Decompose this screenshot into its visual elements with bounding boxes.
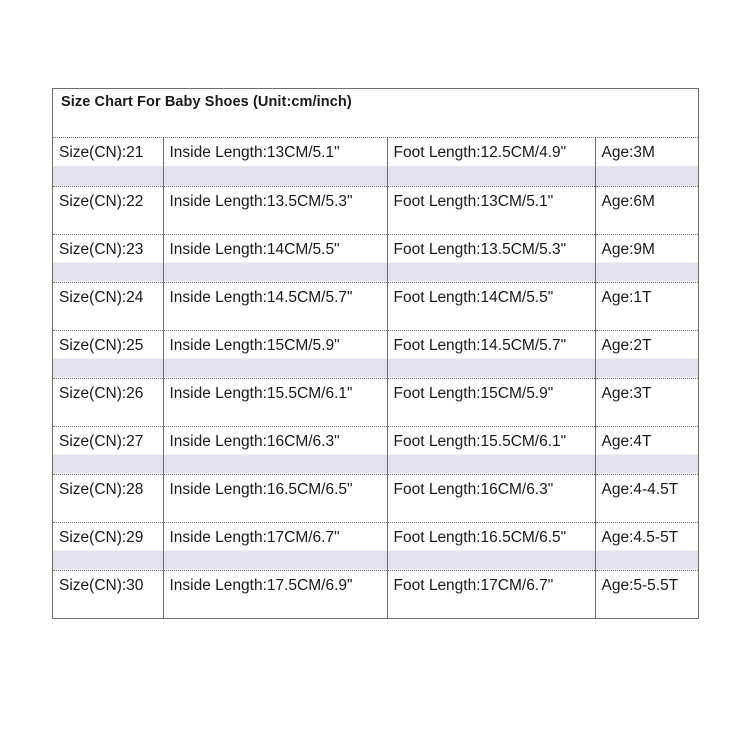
size-cell: Size(CN):30 xyxy=(53,570,163,618)
size-cell: Size(CN):23 xyxy=(53,234,163,282)
size-cell: Size(CN):22 xyxy=(53,186,163,234)
foot-length-cell: Foot Length:14CM/5.5" xyxy=(387,282,595,330)
inside-length-cell: Inside Length:13CM/5.1" xyxy=(163,138,387,186)
age-cell: Age:6M xyxy=(595,186,698,234)
size-cell: Size(CN):25 xyxy=(53,330,163,378)
table-row xyxy=(53,570,698,618)
age-cell: Age:4T xyxy=(595,426,698,474)
table-row xyxy=(53,378,698,426)
inside-length-cell: Inside Length:13.5CM/5.3" xyxy=(163,186,387,234)
age-cell: Age:3M xyxy=(595,138,698,186)
table-row xyxy=(53,474,698,522)
table-row xyxy=(53,282,698,330)
size-cell: Size(CN):27 xyxy=(53,426,163,474)
size-cell: Size(CN):21 xyxy=(53,138,163,186)
inside-length-cell: Inside Length:17CM/6.7" xyxy=(163,522,387,570)
foot-length-cell: Foot Length:16.5CM/6.5" xyxy=(387,522,595,570)
age-cell: Age:4-4.5T xyxy=(595,474,698,522)
foot-length-cell: Foot Length:14.5CM/5.7" xyxy=(387,330,595,378)
foot-length-cell: Foot Length:12.5CM/4.9" xyxy=(387,138,595,186)
size-table xyxy=(53,138,698,618)
foot-length-cell: Foot Length:17CM/6.7" xyxy=(387,570,595,618)
inside-length-cell: Inside Length:17.5CM/6.9" xyxy=(163,570,387,618)
table-row xyxy=(53,522,698,570)
table-row xyxy=(53,186,698,234)
size-cell: Size(CN):28 xyxy=(53,474,163,522)
inside-length-cell: Inside Length:14.5CM/5.7" xyxy=(163,282,387,330)
foot-length-cell: Foot Length:13CM/5.1" xyxy=(387,186,595,234)
chart-title: Size Chart For Baby Shoes (Unit:cm/inch) xyxy=(53,89,698,138)
size-cell: Size(CN):26 xyxy=(53,378,163,426)
age-cell: Age:2T xyxy=(595,330,698,378)
inside-length-cell: Inside Length:16.5CM/6.5" xyxy=(163,474,387,522)
inside-length-cell: Inside Length:15CM/5.9" xyxy=(163,330,387,378)
size-cell: Size(CN):29 xyxy=(53,522,163,570)
table-row xyxy=(53,234,698,282)
age-cell: Age:1T xyxy=(595,282,698,330)
age-cell: Age:9M xyxy=(595,234,698,282)
table-row xyxy=(53,426,698,474)
inside-length-cell: Inside Length:14CM/5.5" xyxy=(163,234,387,282)
foot-length-cell: Foot Length:15CM/5.9" xyxy=(387,378,595,426)
inside-length-cell: Inside Length:16CM/6.3" xyxy=(163,426,387,474)
foot-length-cell: Foot Length:16CM/6.3" xyxy=(387,474,595,522)
foot-length-cell: Foot Length:13.5CM/5.3" xyxy=(387,234,595,282)
inside-length-cell: Inside Length:15.5CM/6.1" xyxy=(163,378,387,426)
age-cell: Age:3T xyxy=(595,378,698,426)
table-row xyxy=(53,138,698,186)
size-chart xyxy=(52,88,699,619)
table-row xyxy=(53,330,698,378)
foot-length-cell: Foot Length:15.5CM/6.1" xyxy=(387,426,595,474)
age-cell: Age:4.5-5T xyxy=(595,522,698,570)
size-cell: Size(CN):24 xyxy=(53,282,163,330)
age-cell: Age:5-5.5T xyxy=(595,570,698,618)
